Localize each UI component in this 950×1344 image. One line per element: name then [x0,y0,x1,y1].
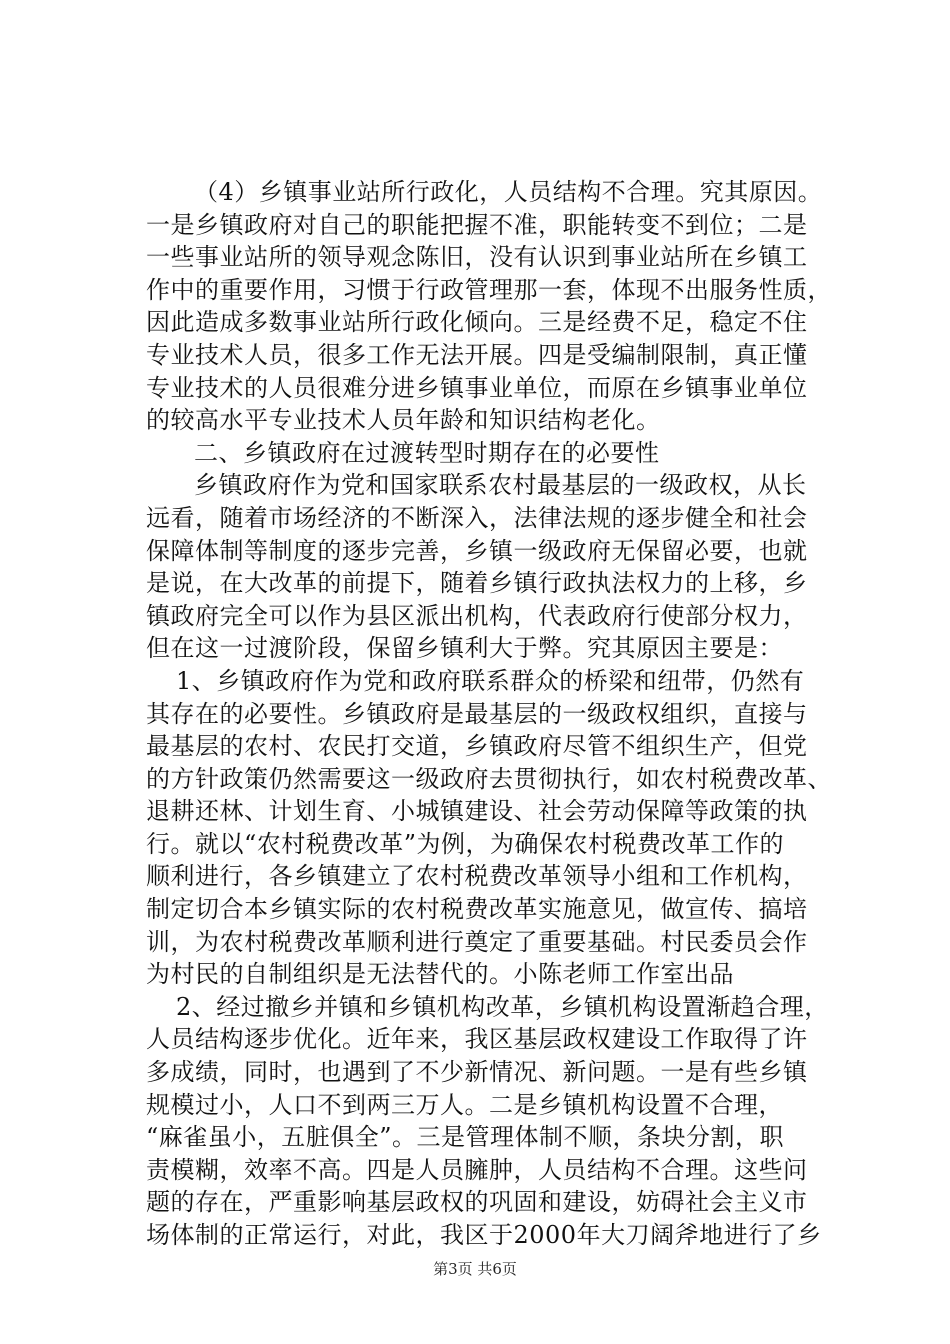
paragraph-line: “麻雀虽小，五脏俱全”。三是管理体制不顺，条块分割，职 [146,1123,785,1152]
paragraph-line: 训，为农村税费改革顺利进行奠定了重要基础。村民委员会作 [146,927,808,956]
paragraph-line: （4）乡镇事业站所行政化，人员结构不合理。究其原因。 [194,178,823,206]
paragraph-line: 镇政府完全可以作为县区派出机构，代表政府行使部分权力， [146,601,808,630]
paragraph-line: 的方针政策仍然需要这一级政府去贯彻执行，如农村税费改革、 [146,764,832,793]
paragraph-line: 人员结构逐步优化。近年来，我区基层政权建设工作取得了许 [146,1025,808,1054]
paragraph-line: 题的存在，严重影响基层政权的巩固和建设，妨碍社会主义市 [146,1188,808,1217]
paragraph-line: 一些事业站所的领导观念陈旧，没有认识到事业站所在乡镇工 [146,243,808,272]
paragraph-line: 最基层的农村、农民打交道，乡镇政府尽管不组织生产，但党 [146,732,808,761]
document-body [146,176,832,1252]
paragraph-line: 责模糊，效率不高。四是人员臃肿，人员结构不合理。这些问 [146,1155,808,1184]
paragraph-line: 场体制的正常运行，对此，我区于2000年大刀阔斧地进行了乡 [146,1221,822,1249]
paragraph-line: 远看，随着市场经济的不断深入，法律法规的逐步健全和社会 [146,503,808,532]
paragraph-line: 1、乡镇政府作为党和政府联系群众的桥梁和纽带，仍然有 [176,666,805,695]
paragraph-line: 规模过小，人口不到两三万人。二是乡镇机构设置不合理， [146,1090,783,1119]
paragraph-line: 是说，在大改革的前提下，随着乡镇行政执法权力的上移，乡 [146,569,808,598]
paragraph-line: 乡镇政府作为党和国家联系农村最基层的一级政权，从长 [194,471,807,500]
paragraph-line: 一是乡镇政府对自己的职能把握不准，职能转变不到位；二是 [146,210,808,239]
paragraph-line: 顺利进行，各乡镇建立了农村税费改革领导小组和工作机构， [146,862,808,891]
paragraph-line: 专业技术的人员很难分进乡镇事业单位，而原在乡镇事业单位 [146,373,808,402]
page-footer: 第3页 共6页 [433,1260,517,1278]
section-heading: 二、乡镇政府在过渡转型时期存在的必要性 [194,438,660,467]
paragraph-line: 为村民的自制组织是无法替代的。小陈老师工作室出品 [146,960,734,989]
paragraph-line: 制定切合本乡镇实际的农村税费改革实施意见，做宣传、搞培 [146,895,808,924]
paragraph-line: 行。就以“农村税费改革”为例，为确保农村税费改革工作的 [146,829,785,858]
paragraph-line: 的较高水平专业技术人员年龄和知识结构老化。 [146,406,661,435]
paragraph-line: 因此造成多数事业站所行政化倾向。三是经费不足，稳定不住 [146,308,808,337]
paragraph-line: 专业技术人员，很多工作无法开展。四是受编制限制，真正懂 [146,340,808,369]
paragraph-line: 多成绩，同时，也遇到了不少新情况、新问题。一是有些乡镇 [146,1058,808,1087]
paragraph-line: 保障体制等制度的逐步完善，乡镇一级政府无保留必要，也就 [146,536,808,565]
paragraph-line: 但在这一过渡阶段，保留乡镇利大于弊。究其原因主要是： [146,634,783,663]
paragraph-line: 其存在的必要性。乡镇政府是最基层的一级政权组织，直接与 [146,699,808,728]
paragraph-line: 2、经过撤乡并镇和乡镇机构改革，乡镇机构设置渐趋合理， [176,992,829,1021]
paragraph-line: 作中的重要作用，习惯于行政管理那一套，体现不出服务性质， [146,275,832,304]
paragraph-line: 退耕还林、计划生育、小城镇建设、社会劳动保障等政策的执 [146,797,808,826]
